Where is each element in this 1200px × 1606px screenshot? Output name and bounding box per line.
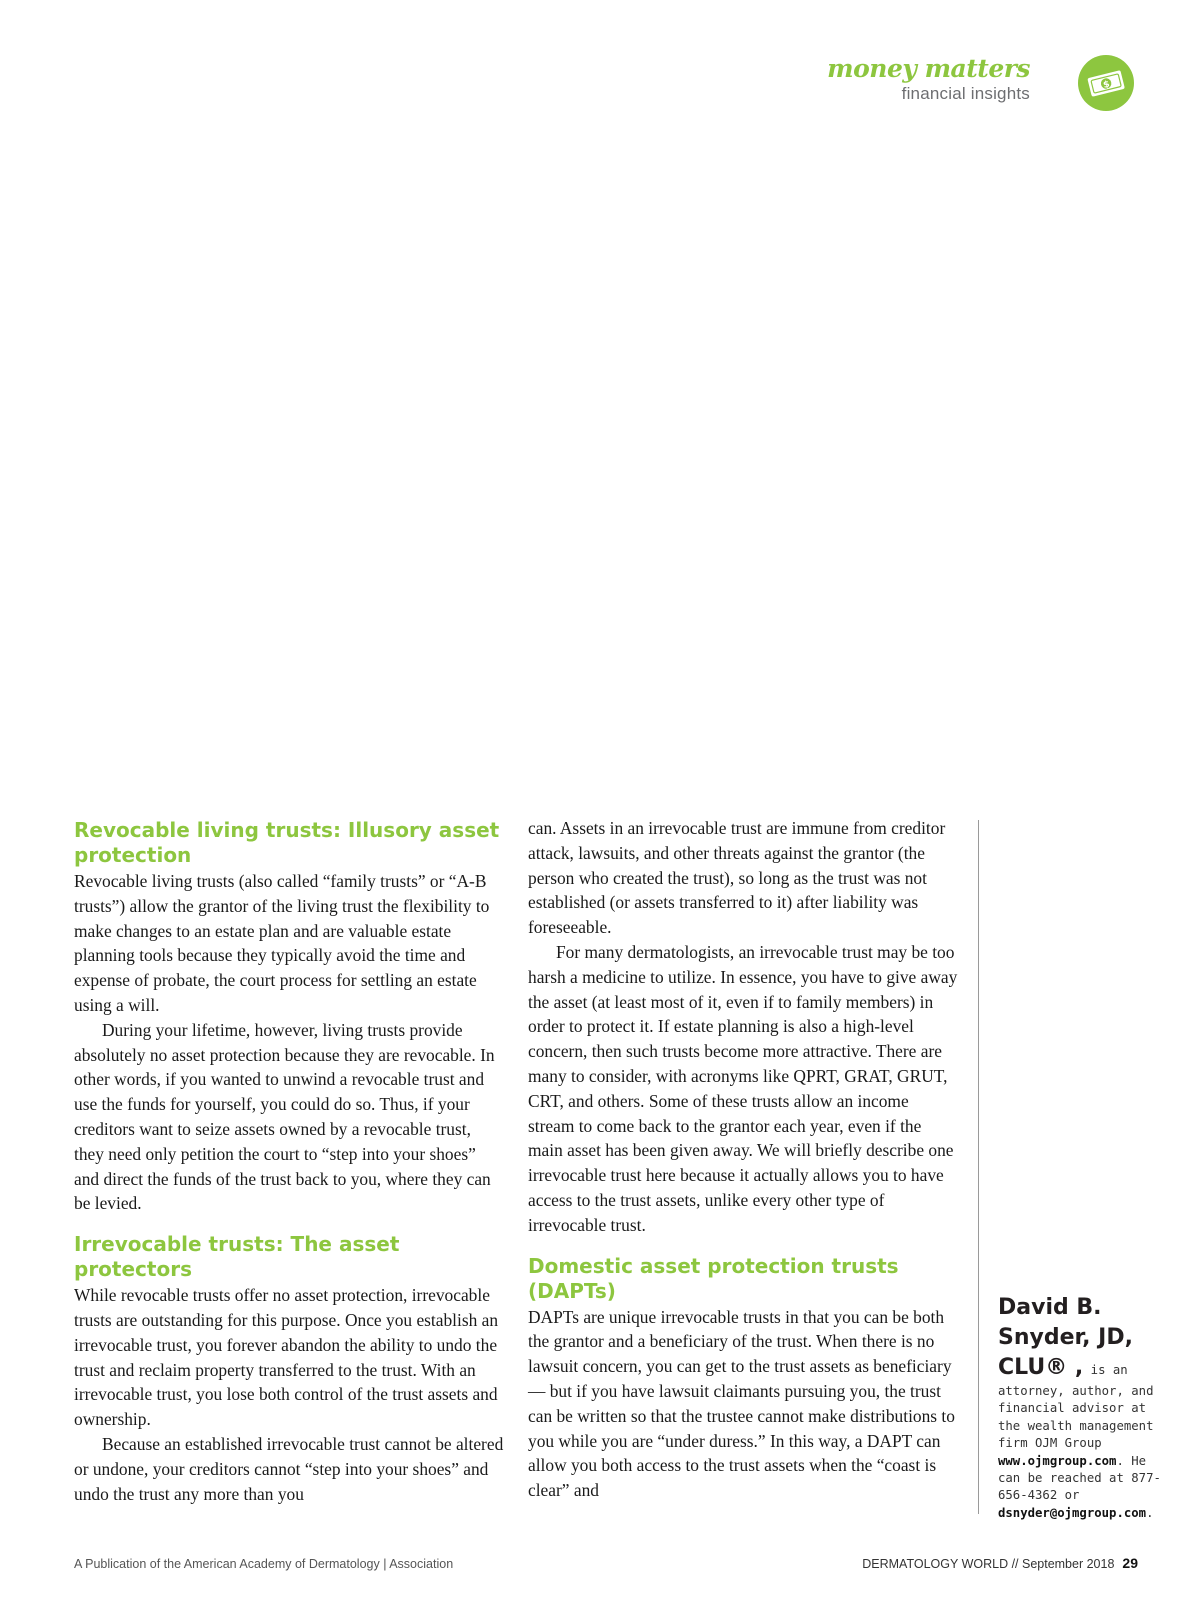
page-number: 29 [1122,1555,1138,1571]
paragraph: DAPTs are unique irrevocable trusts in that you can be both the grantor and a beneficiary of the trust. When there is no lawsuit concern, you can get to the trust assets as beneficiary — but if you have lawsuit claimants pursuing you, the trust can be written so that the trustee cannot make distributions to you while you are “under duress.” In this way, a DAPT can allow you both access to the trust assets when the “coast is clear” and [528,1306,955,1501]
svg-text:$: $ [1102,79,1111,91]
paragraph: can. Assets in an irrevocable trust are immune from creditor attack, lawsuits, and other threats against the grantor (the person who created the trust), so long as the trust was not established (or assets transferred to it) after liability was foreseeable. [528,818,946,938]
author-name: David B. Snyder, JD, CLU® , [998,1295,1133,1380]
footer-magazine: DERMATOLOGY WORLD // September 2018 [862,1557,1115,1571]
article-column-2 [528,816,958,1503]
paragraph: During your lifetime, however, living trusts provide absolutely no asset protection because they are revocable. In other words, if you wanted to unwind a revocable trust and use the funds for yourself, you could do so. Thus, if your creditors want to seize assets owned by a revocable trust, they need only petition the court to “step into your shoes” and direct the funds of the trust back to you, where they can be levied. [74,1019,495,1214]
bio-text: . [1146,1505,1154,1520]
paragraph: Revocable living trusts (also called “family trusts” or “A-B trusts”) allow the grantor of the living trust the flexibility to make changes to an estate plan and are valuable estate planning tools because they typically avoid the time and expense of probate, the court process for settling an estate using a will. [74,871,490,1015]
bio-text: . He can be reached at 877-656-4362 or [998,1453,1161,1503]
money-icon [1078,55,1134,111]
footer-publication: A Publication of the American Academy of Dermatology | Association [74,1557,454,1571]
heading-revocable-trusts: Revocable living trusts: Illusory asset protection [74,818,500,867]
author-email-link[interactable]: dsnyder@ojmgroup.com [998,1505,1147,1520]
author-bio [998,1293,1168,1522]
heading-irrevocable-trusts: Irrevocable trusts: The asset protectors [74,1232,400,1282]
paragraph: Because an established irrevocable trust cannot be altered or undone, your creditors cannot “step into your shoes” and undo the trust any more than you [74,1433,504,1504]
footer-folio [862,1555,1138,1571]
section-subtitle: financial insights [901,84,1030,103]
paragraph: For many dermatologists, an irrevocable trust may be too harsh a medicine to utilize. In essence, you have to give away the asset (at least most of it, even if to family members) in order to protect it. If estate planning is also a high-level concern, then such trusts become more attractive. There are many to consider, with acronyms like QPRT, GRAT, GRUT, CRT, and others. Some of these trusts allow an income stream to come back to the grantor each year, even if the main asset has been given away. We will briefly describe one irrevocable trust here because it actually allows you to have access to the trust assets, unlike every other type of irrevocable trust. [528,941,958,1235]
paragraph: While revocable trusts offer no asset protection, irrevocable trusts are outstanding for this purpose. Once you establish an irrevocable trust, you forever abandon the ability to undo the trust and reclaim property transferred to the trust. With an irrevocable trust, you lose both control of the trust assets and ownership. [74,1285,499,1430]
section-title: money matters [827,54,1030,83]
section-branding [827,54,1030,104]
article-column-1 [74,818,504,1506]
author-website-link[interactable]: www.ojmgroup.com [998,1453,1117,1468]
heading-dapts: Domestic asset protection trusts (DAPTs) [528,1253,899,1303]
column-divider [978,820,979,1514]
bio-text: is an attorney, author, and financial advisor at the wealth management firm OJM Group [998,1363,1154,1451]
